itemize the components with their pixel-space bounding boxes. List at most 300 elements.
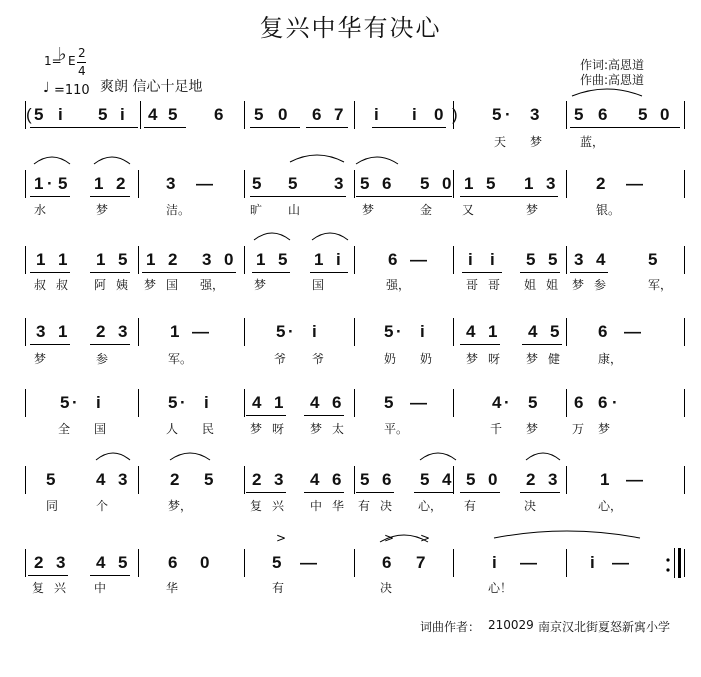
lyric: 山 (288, 203, 301, 217)
note: 7 (416, 553, 426, 572)
lyric: 国 (94, 422, 107, 436)
repeat-end-sign (666, 548, 681, 578)
tempo-expression: 爽朗 信心十足地 (100, 79, 203, 95)
note: 3 (202, 250, 212, 269)
lyric: 蓝， (580, 135, 605, 149)
bar-line (566, 170, 567, 198)
lyric: 梦 (572, 278, 585, 292)
lyric: 天 (494, 135, 507, 149)
note: 5 (550, 322, 560, 341)
note: — (196, 174, 213, 193)
composer-credit: 作曲:高恩道 (580, 73, 645, 87)
note: 2 (168, 250, 178, 269)
lyric: 万 (572, 422, 585, 436)
lyric: 决 (380, 581, 393, 595)
lyric: 梦 (362, 203, 375, 217)
beam-underline (356, 492, 394, 493)
bar-line (354, 549, 355, 577)
bar-line (453, 246, 454, 274)
note: 1 (256, 250, 266, 269)
lyric: 兴 (272, 499, 285, 513)
beam-underline (252, 272, 290, 273)
note: 4 (96, 470, 106, 489)
lyric: 奶 (384, 352, 397, 366)
note: 5 (648, 250, 658, 269)
note: 6 (388, 250, 398, 269)
bar-line (453, 318, 454, 346)
lyric: 强， (200, 278, 225, 292)
bar-line (138, 246, 139, 274)
note: — (192, 322, 209, 341)
note: 5 (168, 393, 178, 412)
lyric: 心， (598, 499, 623, 513)
note: 6 (332, 393, 342, 412)
note: 2 (116, 174, 126, 193)
beam-underline (570, 272, 608, 273)
note: 0 (434, 105, 444, 124)
bar-line (25, 318, 26, 346)
bar-line (684, 170, 685, 198)
note: — (410, 250, 427, 269)
lyric: 兴 (54, 581, 67, 595)
note: 6 (214, 105, 224, 124)
beam-underline (30, 127, 138, 128)
beam-underline (28, 575, 68, 576)
beam-underline (90, 272, 130, 273)
beam-underline (306, 127, 348, 128)
lyric: 民 (202, 422, 215, 436)
bar-line (25, 389, 26, 417)
note: · (504, 393, 510, 412)
note: 6 (382, 553, 392, 572)
lyric: 康， (598, 352, 623, 366)
intro-open-paren: ( (26, 105, 32, 124)
bar-line (566, 466, 567, 494)
note: · (505, 105, 511, 124)
slur (356, 157, 398, 164)
bar-line (684, 318, 685, 346)
lyric: 军， (648, 278, 673, 292)
beam-underline (304, 492, 344, 493)
note: 5 (384, 322, 394, 341)
note: 0 (660, 105, 670, 124)
lyric: 爷 (274, 352, 287, 366)
note: i (204, 393, 209, 412)
note: — (626, 174, 643, 193)
note: 5 (466, 470, 476, 489)
note: i (590, 553, 595, 572)
note: · (396, 322, 402, 341)
note: — (300, 553, 317, 572)
slur (494, 531, 640, 538)
lyric: 决 (524, 499, 537, 513)
note: · (72, 393, 78, 412)
note: 1 (58, 322, 68, 341)
lyric: 梦 (34, 352, 47, 366)
beam-underline (144, 127, 186, 128)
slur (526, 453, 560, 460)
note: 5 (278, 250, 288, 269)
lyric: 人 (166, 422, 179, 436)
lyric: 哥 (488, 278, 501, 292)
note: 0 (224, 250, 234, 269)
time-sig-num: 2 (78, 46, 86, 60)
bar-line (138, 389, 139, 417)
beam-underline (460, 196, 558, 197)
lyric: 参 (594, 278, 607, 292)
bar-line (566, 318, 567, 346)
note: — (624, 322, 641, 341)
note: 4 (148, 105, 158, 124)
note: 1 (170, 322, 180, 341)
note: i (312, 322, 317, 341)
note: 5 (288, 174, 298, 193)
slur (572, 89, 642, 96)
bar-line (25, 170, 26, 198)
lyric: 有 (272, 581, 285, 595)
note: 3 (274, 470, 284, 489)
note: 0 (488, 470, 498, 489)
note: i (96, 393, 101, 412)
bar-line (244, 549, 245, 577)
note: 2 (34, 553, 44, 572)
note: 5 (34, 105, 44, 124)
note: 6 (168, 553, 178, 572)
lyric: 梦 (530, 135, 543, 149)
bar-line (354, 466, 355, 494)
bar-line (244, 101, 245, 129)
note: — (626, 470, 643, 489)
beam-underline (414, 492, 454, 493)
accent-mark: > (420, 531, 431, 545)
beam-underline (304, 415, 344, 416)
lyric: 心， (418, 499, 443, 513)
note: 3 (36, 322, 46, 341)
lyric: 强， (386, 278, 411, 292)
note: 1 (146, 250, 156, 269)
note: 6 (574, 393, 584, 412)
note: 4 (596, 250, 606, 269)
lyric: 军。 (168, 352, 193, 366)
note: 5 (98, 105, 108, 124)
lyric: 梦 (526, 352, 539, 366)
lyric: 梦 (526, 422, 539, 436)
note: · (47, 174, 53, 193)
note: 7 (334, 105, 344, 124)
bar-line (453, 170, 454, 198)
beam-underline (462, 272, 502, 273)
time-sig-den: 4 (78, 64, 86, 78)
beam-underline (142, 272, 236, 273)
lyric: 有 (358, 499, 371, 513)
bar-line (684, 101, 685, 129)
beam-underline (30, 272, 70, 273)
lyric: 梦 (466, 352, 479, 366)
note: 4 (466, 322, 476, 341)
intro-close-paren: ) (452, 105, 458, 124)
bar-line (244, 246, 245, 274)
note: 5 (526, 250, 536, 269)
note: · (612, 393, 618, 412)
note: i (120, 105, 125, 124)
lyric: 梦 (526, 203, 539, 217)
key-prefix: 1= (44, 54, 62, 68)
note: 5 (168, 105, 178, 124)
song-title: 复兴中华有决心 (259, 14, 442, 42)
beam-underline (246, 415, 286, 416)
lyric: 华 (332, 499, 345, 513)
beam-underline (30, 344, 70, 345)
lyric: 梦 (310, 422, 323, 436)
note: 3 (530, 105, 540, 124)
footer-label: 词曲作者： (420, 620, 481, 634)
note: 5 (254, 105, 264, 124)
note: 5 (574, 105, 584, 124)
accent-mark: > (384, 531, 395, 545)
bar-line (354, 170, 355, 198)
note: 1 (96, 250, 106, 269)
beam-underline (522, 344, 562, 345)
lyric: 个 (96, 499, 109, 513)
beam-underline (310, 272, 348, 273)
note: 4 (96, 553, 106, 572)
note: 5 (638, 105, 648, 124)
bar-line (354, 318, 355, 346)
note: 5 (118, 250, 128, 269)
note: · (288, 322, 294, 341)
lyric: 中 (94, 581, 107, 595)
bar-line (138, 318, 139, 346)
note: 0 (278, 105, 288, 124)
note: 0 (442, 174, 452, 193)
lyric: 国 (312, 278, 325, 292)
note: 3 (548, 470, 558, 489)
lyric: 梦 (598, 422, 611, 436)
note: i (420, 322, 425, 341)
lyric: 又 (462, 203, 475, 217)
note: 4 (310, 470, 320, 489)
note: 5 (276, 322, 286, 341)
note: 6 (332, 470, 342, 489)
footer-postcode: 210029 (488, 618, 534, 632)
note: 1 (58, 250, 68, 269)
note: 2 (252, 470, 262, 489)
note: 6 (598, 105, 608, 124)
bar-line (566, 246, 567, 274)
bar-line (354, 101, 355, 129)
note: 3 (118, 470, 128, 489)
note: 1 (274, 393, 284, 412)
lyric: 华 (166, 581, 179, 595)
lyric: 爷 (312, 352, 325, 366)
bar-line (138, 466, 139, 494)
note: 3 (546, 174, 556, 193)
note: 0 (200, 553, 210, 572)
note: — (520, 553, 537, 572)
beam-underline (90, 575, 130, 576)
beam-underline (246, 492, 286, 493)
note: 6 (312, 105, 322, 124)
note: 4 (310, 393, 320, 412)
lyric: 参 (96, 352, 109, 366)
note: — (612, 553, 629, 572)
note: i (490, 250, 495, 269)
lyric: 金 (420, 203, 433, 217)
lyric: 全 (58, 422, 71, 436)
lyric: 姐 (546, 278, 559, 292)
note: 5 (360, 174, 370, 193)
lyric: 梦， (168, 499, 193, 513)
note: i (374, 105, 379, 124)
note: 2 (526, 470, 536, 489)
note: 5 (492, 105, 502, 124)
note: i (58, 105, 63, 124)
bar-line (140, 101, 141, 129)
lyric: 有 (464, 499, 477, 513)
note: 5 (252, 174, 262, 193)
bar-line (138, 170, 139, 198)
lyric: 梦 (144, 278, 157, 292)
lyric: 叔 (34, 278, 47, 292)
note: 3 (118, 322, 128, 341)
note: 6 (382, 174, 392, 193)
beam-underline (520, 272, 560, 273)
bar-line (354, 246, 355, 274)
bar-line (453, 549, 454, 577)
note: 5 (384, 393, 394, 412)
beam-underline (30, 196, 70, 197)
note: i (468, 250, 473, 269)
lyric: 奶 (420, 352, 433, 366)
note: 4 (252, 393, 262, 412)
beam-underline (372, 127, 446, 128)
slur (34, 157, 70, 164)
note: 5 (486, 174, 496, 193)
note: 6 (598, 322, 608, 341)
lyric: 姨 (116, 278, 129, 292)
lyric: 同 (46, 499, 59, 513)
note: 1 (36, 250, 46, 269)
bar-line (25, 246, 26, 274)
note: 1 (464, 174, 474, 193)
footer-school: 南京汉北街夏怒新寓小学 (538, 620, 671, 634)
key-note: E (68, 54, 76, 68)
bar-line (453, 466, 454, 494)
note: — (410, 393, 427, 412)
note: 3 (574, 250, 584, 269)
accent-mark: > (276, 531, 287, 545)
beam-underline (460, 344, 500, 345)
bar-line (566, 389, 567, 417)
slur (290, 155, 344, 162)
lyric: 国 (166, 278, 179, 292)
note: i (336, 250, 341, 269)
note: 5 (118, 553, 128, 572)
slur (254, 233, 290, 240)
note: 5 (58, 174, 68, 193)
slur (380, 535, 428, 542)
note: 5 (204, 470, 214, 489)
lyric: 梦 (96, 203, 109, 217)
bar-line (25, 549, 26, 577)
key-flat: ♭ (58, 44, 67, 65)
lyric: 平。 (384, 422, 409, 436)
note: i (412, 105, 417, 124)
note: 1 (600, 470, 610, 489)
slur (96, 453, 130, 460)
note: 5 (60, 393, 70, 412)
lyric: 哥 (466, 278, 479, 292)
lyric: 呀 (272, 422, 285, 436)
lyric: 呀 (488, 352, 501, 366)
lyric: 决 (380, 499, 393, 513)
bar-line (684, 389, 685, 417)
note: 5 (548, 250, 558, 269)
bar-line (244, 466, 245, 494)
bar-line (453, 389, 454, 417)
note: 2 (96, 322, 106, 341)
slur (420, 453, 456, 460)
bar-line (684, 549, 685, 577)
lyric: 旷 (250, 203, 263, 217)
quarter-note-icon: ♩ (43, 80, 50, 96)
bar-line (354, 389, 355, 417)
lyric: 中 (310, 499, 323, 513)
note: 3 (166, 174, 176, 193)
note: 3 (334, 174, 344, 193)
note: 6 (382, 470, 392, 489)
note: 5 (360, 470, 370, 489)
beam-underline (250, 196, 346, 197)
note: 1 (524, 174, 534, 193)
beam-underline (90, 344, 130, 345)
beam-underline (90, 196, 130, 197)
lyric: 太 (332, 422, 345, 436)
note: 5 (46, 470, 56, 489)
tempo-value: =110 (54, 83, 90, 98)
note: 4 (528, 322, 538, 341)
beam-underline (570, 127, 680, 128)
lyric: 复 (32, 581, 45, 595)
lyric: 叔 (56, 278, 69, 292)
note: 5 (420, 174, 430, 193)
lyric: 千 (490, 422, 503, 436)
bar-line (566, 549, 567, 577)
lyric: 阿 (94, 278, 107, 292)
lyric: 心！ (488, 581, 513, 595)
note: 3 (56, 553, 66, 572)
note: 6 (598, 393, 608, 412)
slur (94, 157, 130, 164)
lyric: 姐 (524, 278, 537, 292)
lyricist-credit: 作词:高恩道 (580, 58, 645, 72)
note: 5 (420, 470, 430, 489)
bar-line (684, 466, 685, 494)
lyric: 健 (548, 352, 561, 366)
note: i (492, 553, 497, 572)
beam-underline (356, 196, 452, 197)
bar-line (25, 466, 26, 494)
time-sig-line (77, 62, 86, 63)
bar-line (138, 549, 139, 577)
note: 1 (314, 250, 324, 269)
note: 2 (170, 470, 180, 489)
lyric: 复 (250, 499, 263, 513)
lyric: 梦 (250, 422, 263, 436)
bar-line (684, 246, 685, 274)
bar-line (244, 170, 245, 198)
lyric: 水 (34, 203, 47, 217)
